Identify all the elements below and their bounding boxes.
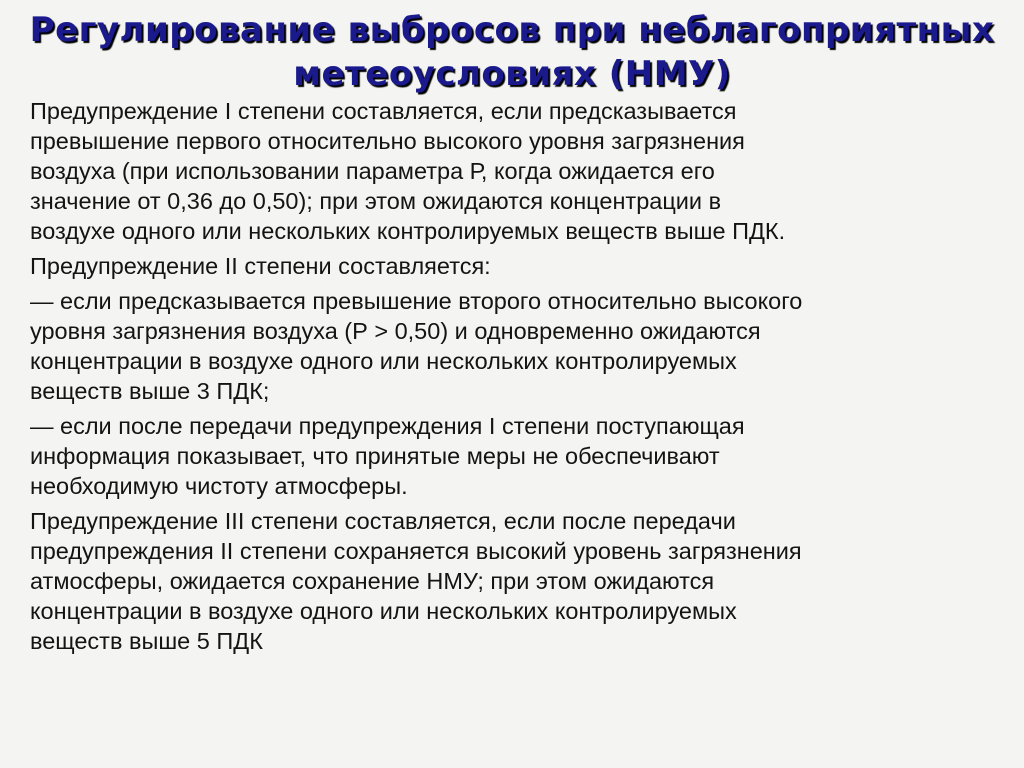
text-line: веществ выше 3 ПДК; <box>30 378 270 404</box>
paragraph-warning-level-2-case-1 <box>30 286 990 406</box>
text-line: воздухе одного или нескольких контролируемых веществ выше ПДК. <box>30 218 786 244</box>
paragraph-warning-level-1 <box>30 96 990 246</box>
slide-title <box>0 8 1024 96</box>
text-line: уровня загрязнения воздуха (Р > 0,50) и одновременно ожидаются <box>30 318 761 344</box>
text-line: необходимую чистоту атмосферы. <box>30 473 408 499</box>
text-line: веществ выше 5 ПДК <box>30 628 263 654</box>
paragraph-warning-level-2-intro <box>30 251 990 281</box>
text-line: Предупреждение II степени составляется: <box>30 253 491 279</box>
text-line: Предупреждение III степени составляется, если после передачи <box>30 508 736 534</box>
paragraph-warning-level-2-case-2 <box>30 411 990 501</box>
slide-body <box>30 96 990 661</box>
text-line: Предупреждение I степени составляется, если предсказывается <box>30 98 737 124</box>
slide-title-line-1: Регулирование выбросов при неблагоприятных <box>29 10 995 50</box>
text-line: значение от 0,36 до 0,50); при этом ожидаются концентрации в <box>30 188 722 214</box>
text-line: атмосферы, ожидается сохранение НМУ; при этом ожидаются <box>30 568 715 594</box>
text-line: информация показывает, что принятые меры не обеспечивают <box>30 443 720 469</box>
text-line: — если после передачи предупреждения I степени поступающая <box>30 413 745 439</box>
paragraph-warning-level-3 <box>30 506 990 656</box>
text-line: концентрации в воздухе одного или нескольких контролируемых <box>30 348 737 374</box>
text-line: концентрации в воздухе одного или нескольких контролируемых <box>30 598 737 624</box>
text-line: воздуха (при использовании параметра Р, когда ожидается его <box>30 158 715 184</box>
text-line: — если предсказывается превышение второго относительно высокого <box>30 288 803 314</box>
text-line: превышение первого относительно высокого уровня загрязнения <box>30 128 745 154</box>
slide-title-line-2: метеоусловиях (НМУ) <box>293 54 731 94</box>
text-line: предупреждения II степени сохраняется высокий уровень загрязнения <box>30 538 802 564</box>
